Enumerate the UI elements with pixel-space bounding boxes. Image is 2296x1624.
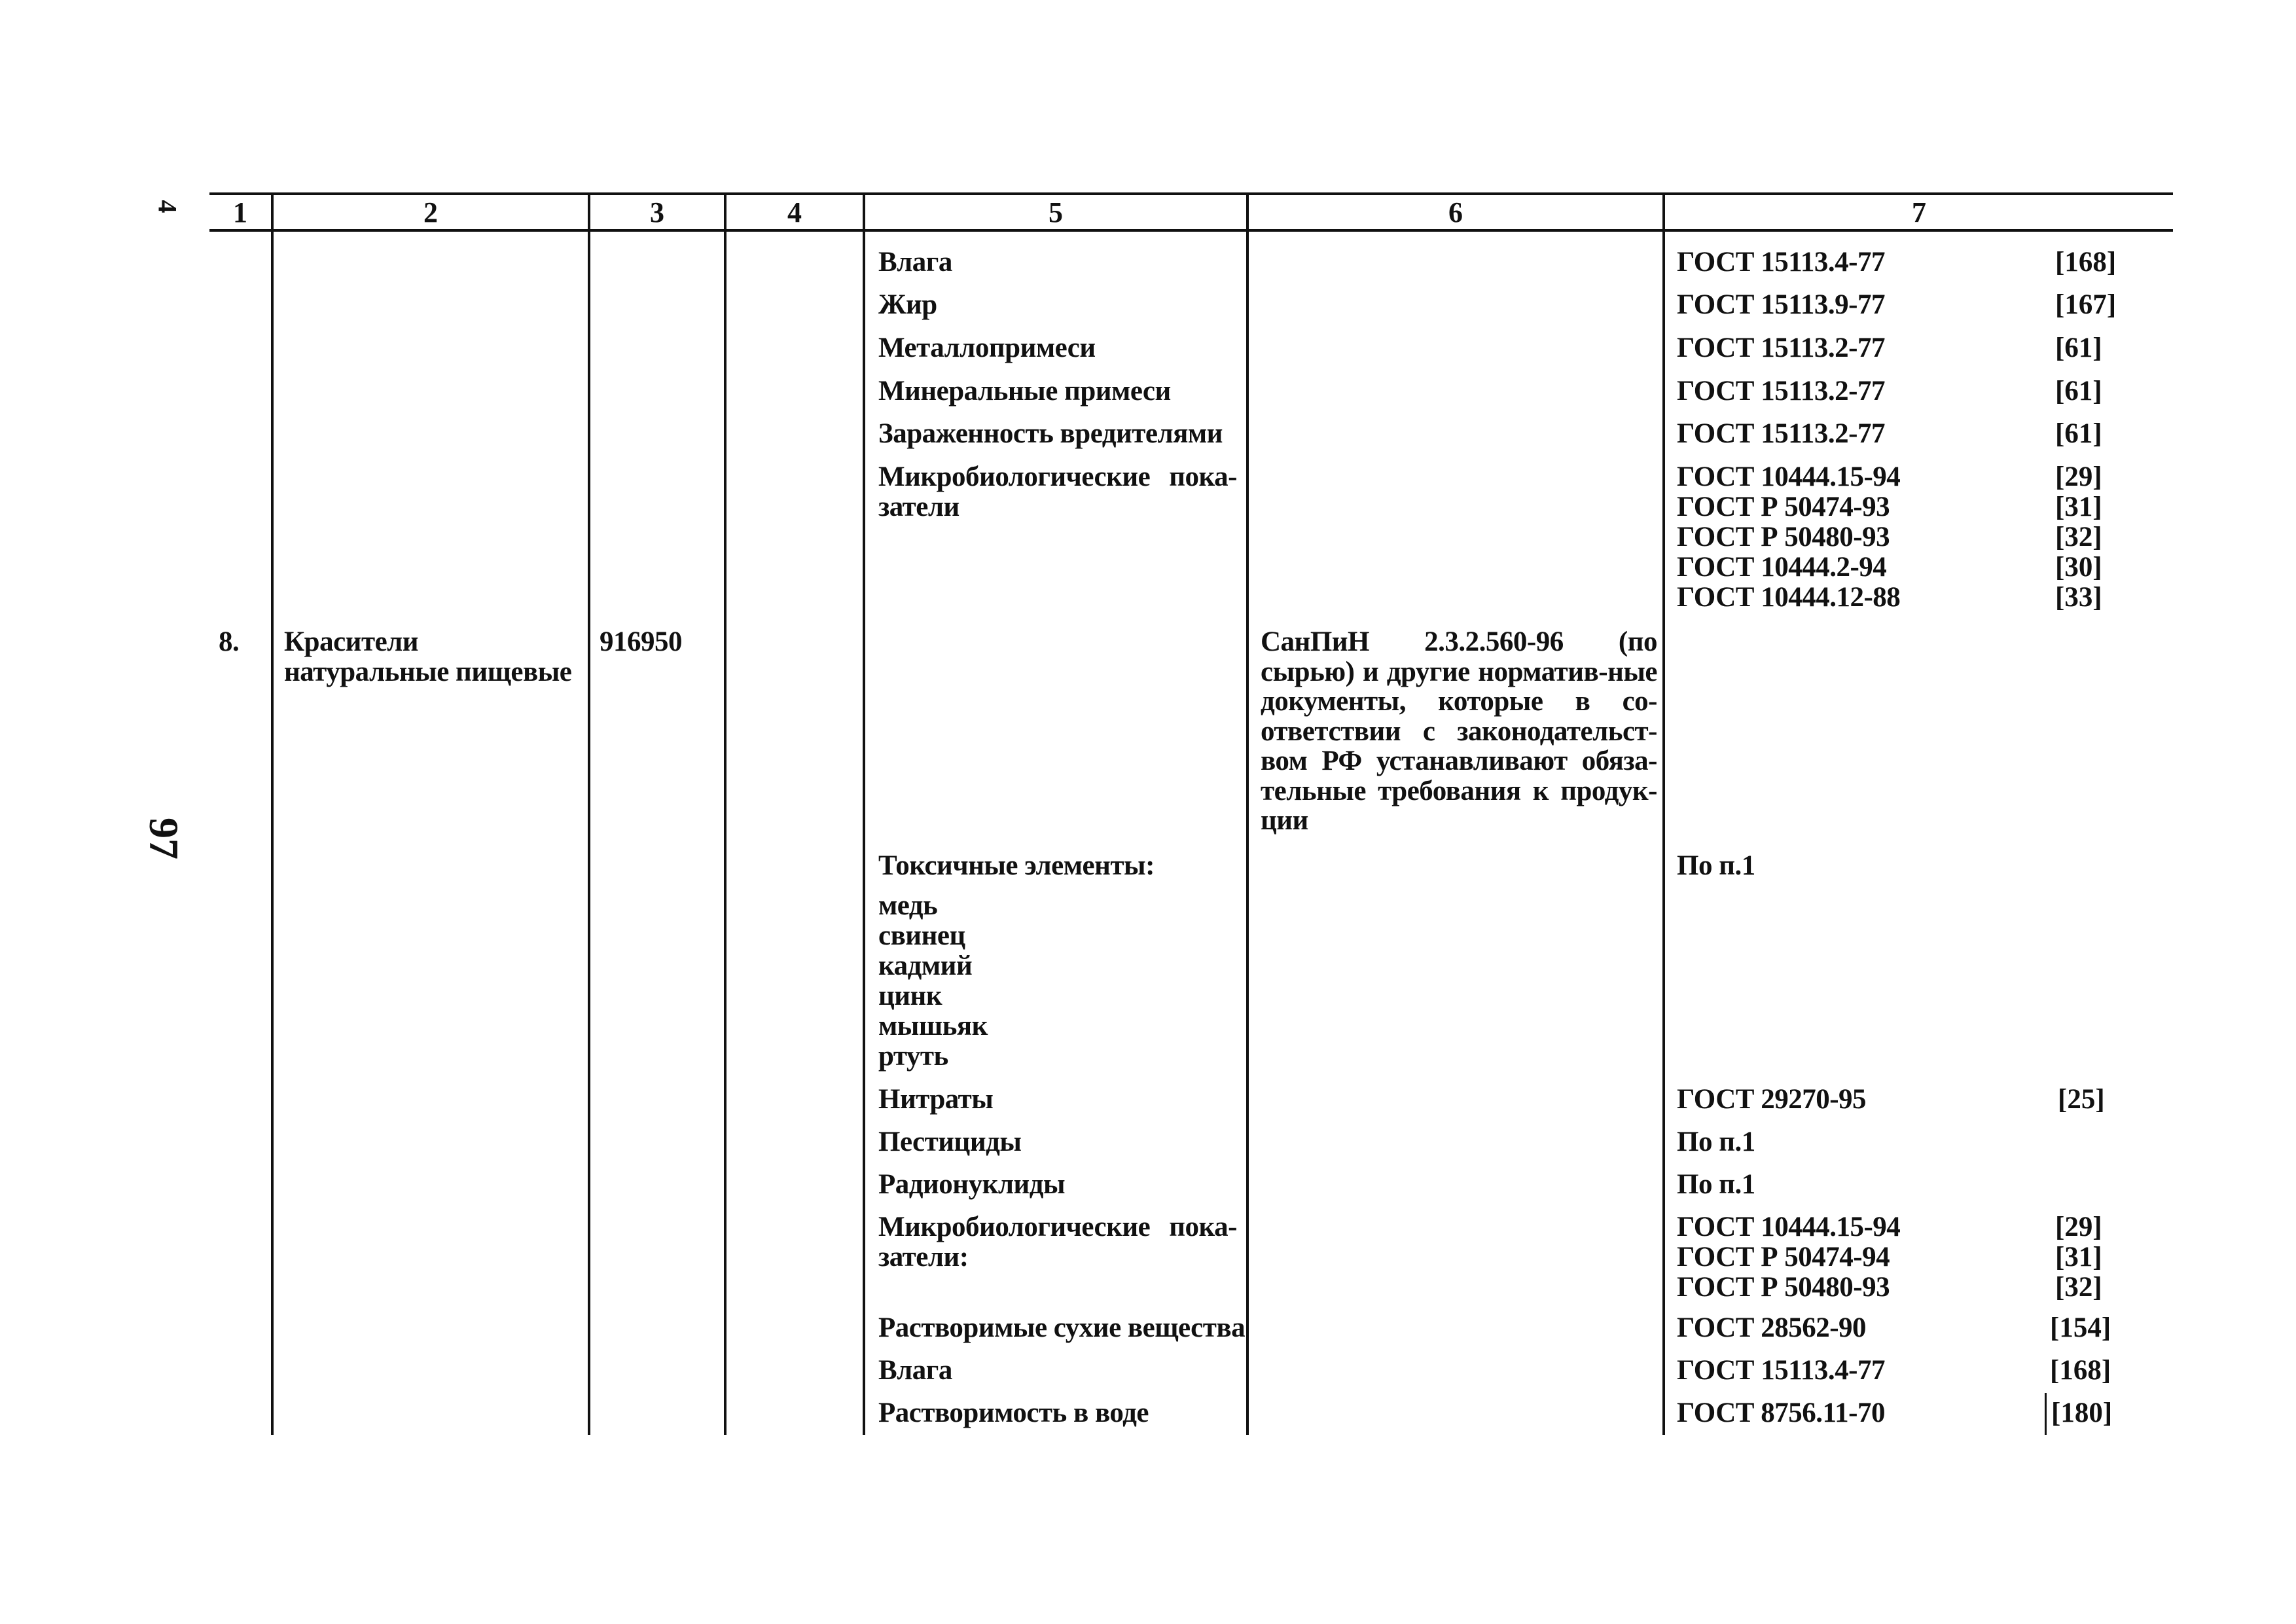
method-ref: [32] [2055, 522, 2102, 552]
indicator-toxic-elements: Токсичные элементы: [878, 850, 1155, 881]
indicator-soluble-solids: Растворимые сухие вещества [878, 1312, 1246, 1343]
col-divider-6 [1662, 192, 1665, 1435]
indicator-fat: Жир [878, 289, 937, 320]
method-gost: ГОСТ 15113.9-77 [1677, 289, 1885, 320]
method-gost: ГОСТ 15113.2-77 [1677, 418, 1885, 449]
indicator-pesticides: Пестициды [878, 1127, 1022, 1157]
method-gost: По п.1 [1677, 850, 1755, 881]
method-ref: [29] [2055, 461, 2102, 492]
method-ref: [29] [2055, 1212, 2102, 1242]
product-name: Красители натуральные пищевые [284, 626, 572, 687]
indicator-moisture-2: Влага [878, 1355, 952, 1386]
method-ref: [31] [2055, 1242, 2102, 1272]
method-ref: [168] [2050, 1355, 2111, 1386]
ref-marker [2045, 1393, 2047, 1435]
indicator-mineral-impurities: Минеральные примеси [878, 376, 1171, 406]
method-ref: [25] [2058, 1084, 2105, 1115]
corner-mark: 4 [152, 200, 183, 213]
indicator-nitrates: Нитраты [878, 1084, 994, 1115]
method-gost: ГОСТ Р 50474-93 [1677, 492, 1890, 522]
indicator-moisture: Влага [878, 247, 952, 278]
method-ref: [31] [2055, 492, 2102, 522]
method-gost: ГОСТ 10444.12-88 [1677, 582, 1901, 613]
method-gost: ГОСТ Р 50480-93 [1677, 1272, 1890, 1303]
method-gost: ГОСТ 15113.2-77 [1677, 376, 1885, 406]
method-gost: ГОСТ 29270-95 [1677, 1084, 1867, 1115]
col-header-5: 5 [1049, 196, 1063, 228]
method-ref: [168] [2055, 247, 2117, 278]
indicator-microbiological-2: Микробиологические пока-затели: [878, 1212, 1237, 1272]
col-divider-5 [1246, 192, 1249, 1435]
col-header-3: 3 [650, 196, 664, 228]
col-header-1: 1 [233, 196, 247, 228]
method-gost: ГОСТ 15113.4-77 [1677, 1355, 1885, 1386]
col-header-6: 6 [1448, 196, 1463, 228]
method-gost: ГОСТ 10444.2-94 [1677, 552, 1887, 583]
method-gost: По п.1 [1677, 1169, 1755, 1200]
indicator-water-solubility: Растворимость в воде [878, 1398, 1149, 1428]
col-header-2: 2 [423, 196, 438, 228]
method-ref: [30] [2055, 552, 2102, 583]
method-gost: По п.1 [1677, 1127, 1755, 1157]
method-gost: ГОСТ Р 50480-93 [1677, 522, 1890, 552]
indicator-pest-infestation: Зараженность вредителями [878, 418, 1223, 449]
method-gost: ГОСТ 8756.11-70 [1677, 1398, 1885, 1428]
method-gost: ГОСТ 28562-90 [1677, 1312, 1867, 1343]
product-code: 916950 [600, 626, 682, 657]
method-gost: ГОСТ 15113.2-77 [1677, 333, 1885, 363]
indicator-radionuclides: Радионуклиды [878, 1169, 1066, 1200]
method-ref: [61] [2055, 333, 2102, 363]
method-gost: ГОСТ 10444.15-94 [1677, 1212, 1901, 1242]
col-divider-1 [271, 192, 274, 1435]
method-gost: ГОСТ Р 50474-94 [1677, 1242, 1890, 1272]
col-divider-2 [588, 192, 590, 1435]
method-ref: [167] [2055, 289, 2117, 320]
indicator-metal-impurities: Металлопримеси [878, 333, 1096, 363]
toxic-elements-list: медь свинец кадмий цинк мышьяк ртуть [878, 890, 988, 1072]
indicator-microbiological: Микробиологические пока-затели [878, 461, 1237, 522]
method-ref: [32] [2055, 1272, 2102, 1303]
method-ref: [33] [2055, 582, 2102, 613]
col-divider-4 [863, 192, 865, 1435]
col-header-4: 4 [787, 196, 802, 228]
normative-document: СанПиН 2.3.2.560-96 (по сырью) и другие норматив-ные документы, которые в со-ответствии с законодательст-вом РФ устанавливают обяза-тельные требования к продук-ции [1261, 626, 1657, 836]
method-ref: [154] [2050, 1312, 2111, 1343]
method-ref: [61] [2055, 418, 2102, 449]
method-ref: [180] [2051, 1398, 2113, 1428]
col-header-7: 7 [1912, 196, 1926, 228]
method-ref: [61] [2055, 376, 2102, 406]
method-gost: ГОСТ 10444.15-94 [1677, 461, 1901, 492]
method-gost: ГОСТ 15113.4-77 [1677, 247, 1885, 278]
col-divider-3 [724, 192, 726, 1435]
page-number: 97 [141, 818, 187, 859]
row-number: 8. [219, 626, 240, 657]
